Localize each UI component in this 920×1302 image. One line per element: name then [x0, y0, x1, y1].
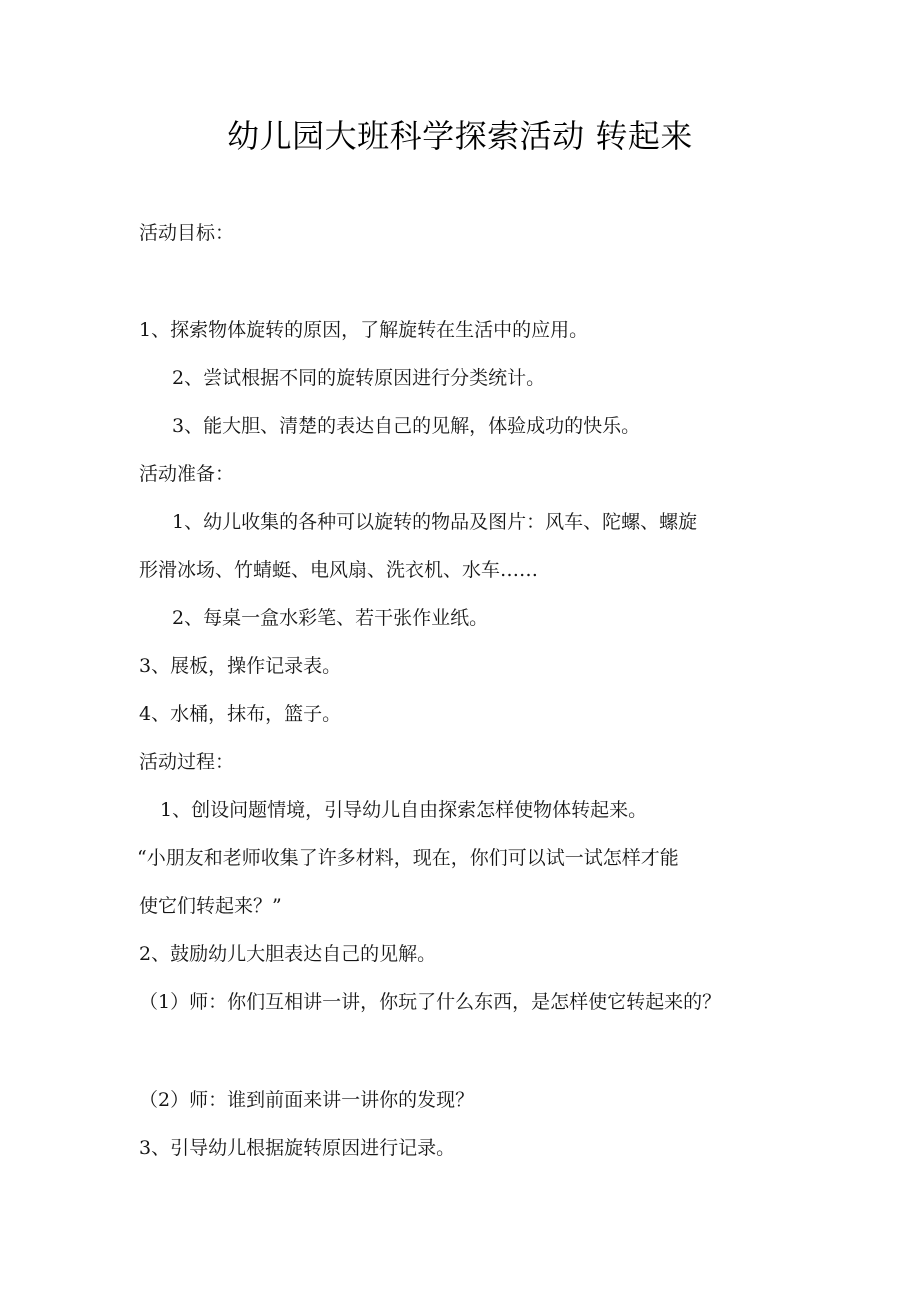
- process-quote-line-1: “小朋友和老师收集了许多材料，现在，你们可以试一试怎样才能: [137, 847, 679, 869]
- prep-item-4: 4、水桶，抹布，篮子。: [139, 703, 342, 725]
- prep-item-1: 1、幼儿收集的各种可以旋转的物品及图片：风车、陀螺、螺旋: [172, 511, 698, 533]
- process-subitem-2: （2）师：谁到前面来讲一讲你的发现？: [139, 1089, 475, 1111]
- process-item-3: 3、引导幼儿根据旋转原因进行记录。: [139, 1137, 456, 1159]
- document-title: 幼儿园大班科学探索活动 转起来: [227, 117, 693, 155]
- section-heading-goals: 活动目标：: [139, 222, 235, 244]
- prep-item-2: 2、每桌一盒水彩笔、若干张作业纸。: [172, 607, 489, 629]
- goal-item-3: 3、能大胆、清楚的表达自己的见解，体验成功的快乐。: [172, 415, 641, 437]
- goal-item-1: 1、探索物体旋转的原因，了解旋转在生活中的应用。: [139, 319, 589, 341]
- process-item-1: 1、创设问题情境，引导幼儿自由探索怎样使物体转起来。: [160, 799, 648, 821]
- section-heading-preparation: 活动准备：: [139, 463, 235, 485]
- prep-item-3: 3、展板，操作记录表。: [139, 655, 342, 677]
- prep-item-1-continued: 形滑冰场、竹蜻蜓、电风扇、洗衣机、水车……: [139, 559, 539, 581]
- goal-item-2: 2、尝试根据不同的旋转原因进行分类统计。: [172, 367, 546, 389]
- process-item-2: 2、鼓励幼儿大胆表达自己的见解。: [139, 943, 437, 965]
- section-heading-process: 活动过程：: [139, 751, 235, 773]
- process-quote-line-2: 使它们转起来？”: [139, 895, 282, 917]
- process-subitem-1: （1）师：你们互相讲一讲，你玩了什么东西，是怎样使它转起来的？: [139, 991, 722, 1013]
